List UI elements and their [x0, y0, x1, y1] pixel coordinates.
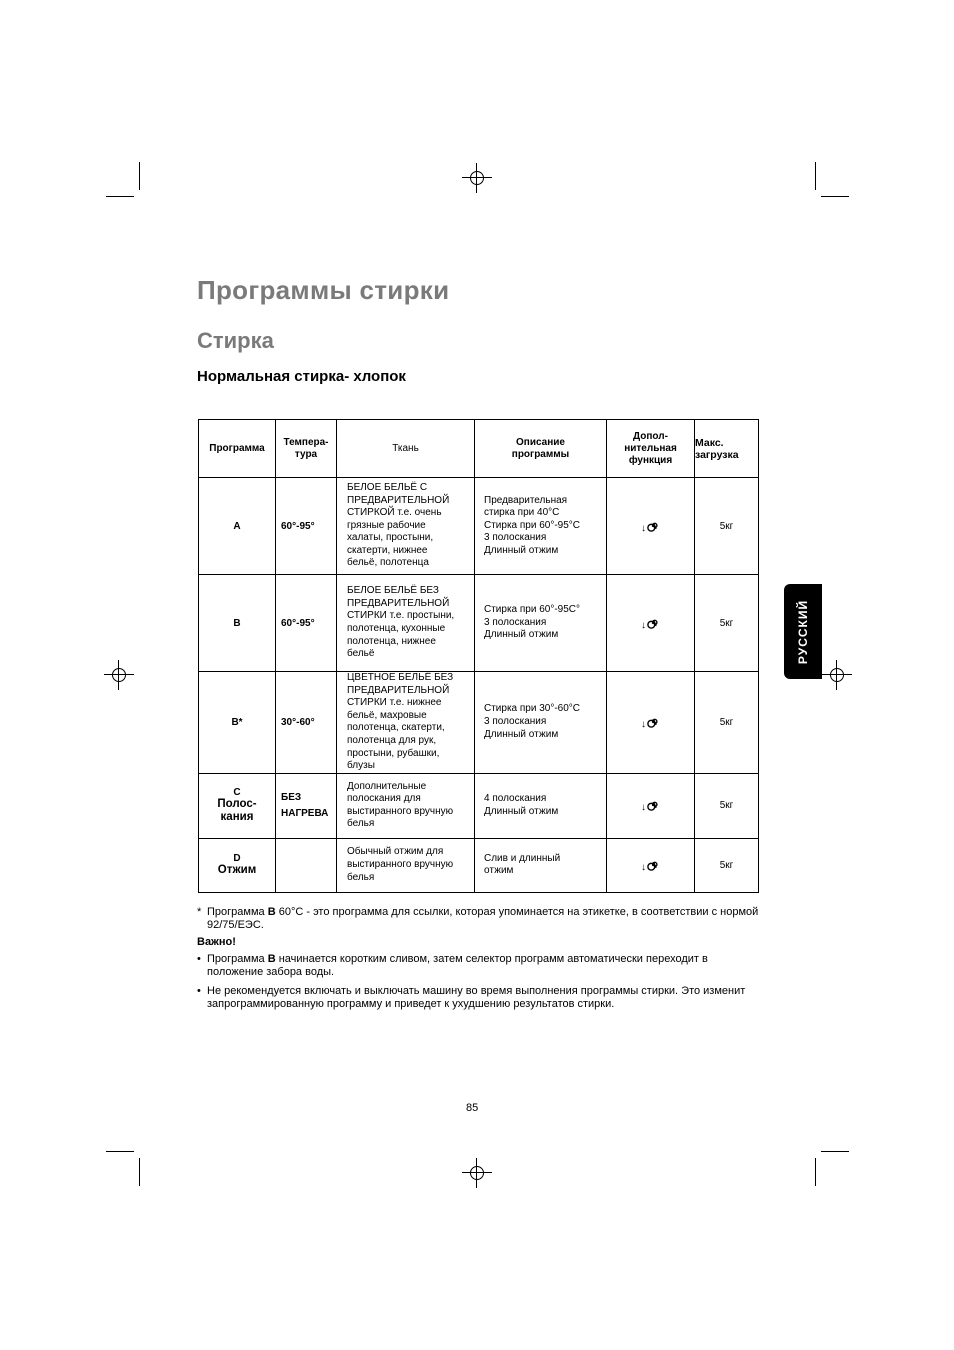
crop-mark — [139, 1158, 140, 1186]
description-cell: 4 полоскания Длинный отжим — [475, 773, 607, 838]
temperature-cell: БЕЗ НАГРЕВА — [276, 773, 337, 838]
description-cell: Стирка при 30°-60°C 3 полоскания Длинный отжим — [475, 672, 607, 774]
registration-mark-icon — [822, 660, 852, 690]
program-cell: B — [199, 575, 276, 672]
table-header-row — [199, 420, 759, 478]
program-table — [198, 419, 759, 893]
program-cell: A — [199, 478, 276, 575]
max-load-cell: 5кг — [695, 838, 759, 892]
max-load-cell: 5кг — [695, 773, 759, 838]
fabric-cell: БЕЛОЕ БЕЛЬЁ БЕЗ ПРЕДВАРИТЕЛЬНОЙ СТИРКИ т.е. простыни, полотенца, кухонные полотенца, нижнее бельё — [337, 575, 475, 672]
registration-mark-icon — [462, 1158, 492, 1188]
temperature-cell: 60°-95° — [276, 478, 337, 575]
crop-mark — [139, 162, 140, 190]
drain-arrow-icon: ↓ — [641, 802, 646, 814]
table-row — [199, 575, 759, 672]
header-temperature: Темпера- тура — [276, 420, 337, 478]
program-cell: D Отжим — [199, 838, 276, 892]
extra-function-cell — [607, 838, 695, 892]
drain-arrow-icon: ↓ — [641, 619, 646, 631]
section-heading: Нормальная стирка- хлопок — [197, 368, 406, 385]
temperature-cell — [276, 838, 337, 892]
registration-mark-icon — [462, 163, 492, 193]
max-load-cell: 5кг — [695, 478, 759, 575]
footnote: * Программа B 60°C - это программа для ссылки, которая упоминается на этикетке, в соответствии с нормой 92/75/ЕЭС. — [197, 906, 759, 931]
temperature-cell: 60°-95° — [276, 575, 337, 672]
description-cell: Слив и длинный отжим — [475, 838, 607, 892]
registration-mark-icon — [104, 660, 134, 690]
page-number: 85 — [466, 1102, 479, 1114]
page-subtitle: Стирка — [197, 328, 274, 353]
crop-mark — [821, 196, 849, 197]
spin-spiral-icon — [647, 616, 660, 629]
fabric-cell: БЕЛОЕ БЕЛЬЁ С ПРЕДВАРИТЕЛЬНОЙ СТИРКОЙ т.е. очень грязные рабочие халаты, простыни, скатерти, нижнее бельё, полотенца — [337, 478, 475, 575]
program-cell: B* — [199, 672, 276, 774]
max-load-cell: 5кг — [695, 575, 759, 672]
fabric-cell: ЦВЕТНОЕ БЕЛЬЁ БЕЗ ПРЕДВАРИТЕЛЬНОЙ СТИРКИ т.е. нижнее бельё, махровые полотенца, скатерти, полотенца для рук, простыни, рубашки, блузы — [337, 672, 475, 774]
language-tab — [784, 584, 822, 679]
temperature-cell: 30°-60° — [276, 672, 337, 774]
extra-function-cell — [607, 672, 695, 774]
table-row — [199, 672, 759, 774]
drain-arrow-icon: ↓ — [641, 522, 646, 534]
spin-spiral-icon — [647, 798, 660, 811]
table-row — [199, 773, 759, 838]
note-bullet: • Не рекомендуется включать и выключать машину во время выполнения программы стирки. Это изменит запрограммированную программу и приведет к ухудшению результатов стирки. — [197, 985, 746, 1010]
important-label: Важно! — [197, 936, 236, 948]
language-tab-label: РУССКИЙ — [796, 599, 810, 664]
description-cell: Стирка при 60°-95C° 3 полоскания Длинный отжим — [475, 575, 607, 672]
drain-arrow-icon: ↓ — [641, 861, 646, 873]
header-fabric: Ткань — [337, 420, 475, 478]
max-load-cell: 5кг — [695, 672, 759, 774]
spin-spiral-icon — [647, 519, 660, 532]
header-extra: Допол- нительная функция — [607, 420, 695, 478]
spin-spiral-icon — [647, 715, 660, 728]
header-program: Программа — [199, 420, 276, 478]
drain-arrow-icon: ↓ — [641, 718, 646, 730]
fabric-cell: Обычный отжим для выстиранного вручную белья — [337, 838, 475, 892]
page-title: Программы стирки — [197, 275, 450, 305]
extra-function-cell — [607, 575, 695, 672]
crop-mark — [821, 1151, 849, 1152]
extra-function-cell — [607, 478, 695, 575]
notes — [197, 906, 762, 1015]
header-load: Макс. загрузка — [695, 420, 759, 478]
extra-function-cell — [607, 773, 695, 838]
crop-mark — [106, 196, 134, 197]
spin-spiral-icon — [647, 858, 660, 871]
crop-mark — [106, 1151, 134, 1152]
program-cell: C Полос- кания — [199, 773, 276, 838]
fabric-cell: Дополнительные полоскания для выстиранного вручную белья — [337, 773, 475, 838]
table-row — [199, 478, 759, 575]
header-description: Описание программы — [475, 420, 607, 478]
crop-mark — [815, 1158, 816, 1186]
description-cell: Предварительная стирка при 40°C Стирка при 60°-95°C 3 полоскания Длинный отжим — [475, 478, 607, 575]
crop-mark — [815, 162, 816, 190]
table-row — [199, 838, 759, 892]
note-bullet: • Программа B начинается коротким сливом, затем селектор программ автоматически переходит в положение забора воды. — [197, 953, 708, 978]
